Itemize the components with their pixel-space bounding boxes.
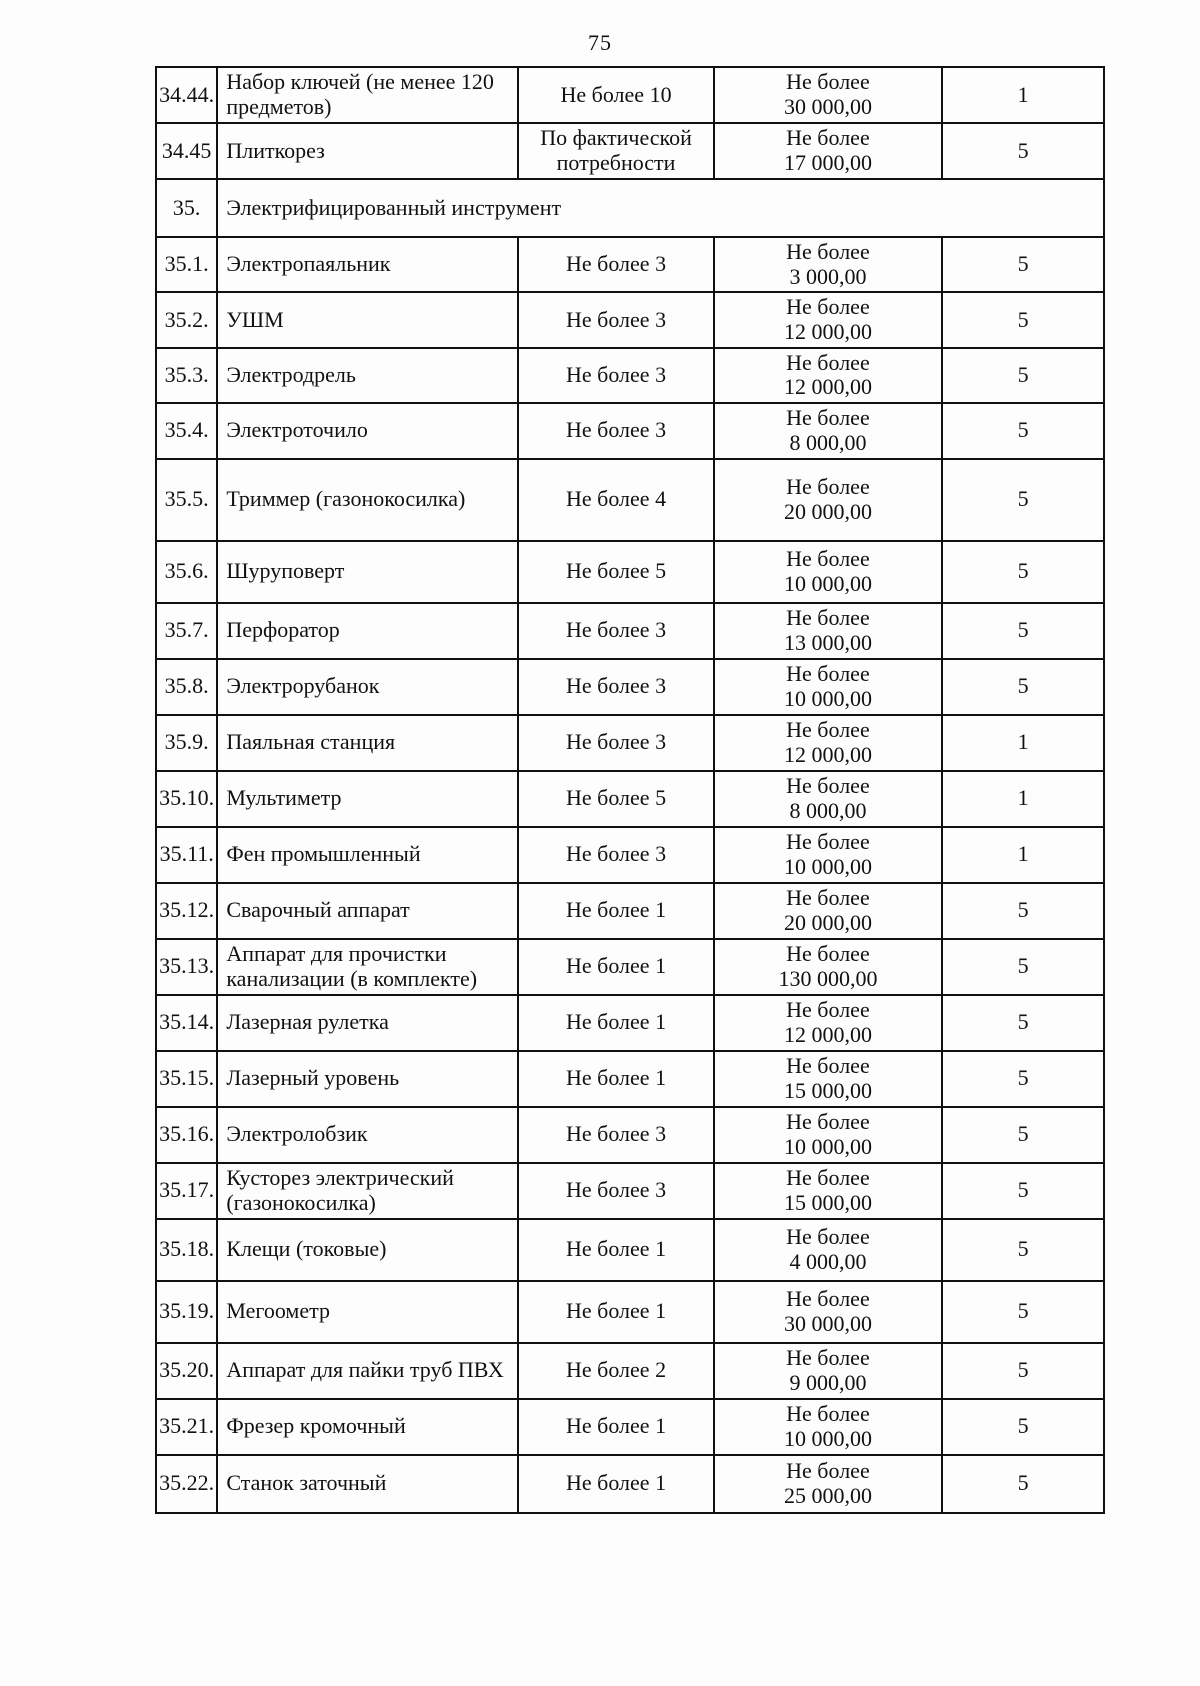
row-number: 35.13.: [156, 939, 217, 995]
item-name: Электролобзик: [217, 1107, 518, 1163]
table-row: [156, 1281, 1104, 1343]
table-row: [156, 659, 1104, 715]
item-quantity: Не более 1: [518, 1455, 713, 1513]
item-term: 5: [942, 403, 1104, 459]
item-quantity: Не более 3: [518, 827, 713, 883]
row-number: 35.22.: [156, 1455, 217, 1513]
item-price: [714, 1163, 943, 1219]
item-quantity: Не более 3: [518, 659, 713, 715]
price-value: 10 000,00: [783, 685, 872, 711]
price-value: 10 000,00: [783, 570, 872, 596]
price-value: 13 000,00: [783, 629, 872, 655]
price-value: 15 000,00: [783, 1077, 872, 1103]
price-value: 8 000,00: [789, 429, 867, 455]
row-number: 35.3.: [156, 348, 217, 403]
table-row: [156, 348, 1104, 403]
item-price: [714, 1107, 943, 1163]
price-prefix: Не более: [786, 941, 870, 967]
section-row: [156, 179, 1104, 237]
row-number: 35.14.: [156, 995, 217, 1051]
price-prefix: Не более: [786, 294, 870, 320]
item-price: [714, 67, 943, 123]
row-number: 35.8.: [156, 659, 217, 715]
price-prefix: Не более: [786, 1109, 870, 1135]
row-number: 35.19.: [156, 1281, 217, 1343]
item-price: [714, 1399, 943, 1455]
item-quantity: Не более 5: [518, 541, 713, 603]
table-row: [156, 403, 1104, 459]
item-quantity: Не более 1: [518, 939, 713, 995]
item-quantity: Не более 3: [518, 715, 713, 771]
row-number: 35.7.: [156, 603, 217, 659]
row-number: 35.1.: [156, 237, 217, 292]
item-name: Паяльная станция: [217, 715, 518, 771]
item-term: 5: [942, 883, 1104, 939]
table-row: [156, 1455, 1104, 1513]
item-term: 5: [942, 995, 1104, 1051]
item-price: [714, 771, 943, 827]
table-row: [156, 292, 1104, 347]
item-term: 5: [942, 1281, 1104, 1343]
item-quantity: Не более 1: [518, 883, 713, 939]
row-number: 35.6.: [156, 541, 217, 603]
price-value: 12 000,00: [783, 318, 872, 344]
item-price: [714, 883, 943, 939]
item-name: Набор ключей (не менее 120 предметов): [217, 67, 518, 123]
price-value: 20 000,00: [783, 909, 872, 935]
page-number: 75: [588, 30, 612, 55]
item-term: 5: [942, 123, 1104, 179]
item-quantity: Не более 3: [518, 292, 713, 347]
item-term: 5: [942, 292, 1104, 347]
price-value: 12 000,00: [783, 1021, 872, 1047]
row-number: 34.45: [156, 123, 217, 179]
item-name: Перфоратор: [217, 603, 518, 659]
item-quantity: Не более 5: [518, 771, 713, 827]
item-quantity: Не более 4: [518, 459, 713, 541]
price-value: 10 000,00: [783, 1425, 872, 1451]
item-price: [714, 403, 943, 459]
item-quantity: Не более 3: [518, 348, 713, 403]
table-row: [156, 771, 1104, 827]
item-quantity: Не более 3: [518, 403, 713, 459]
item-quantity: По фактической потребности: [518, 123, 713, 179]
item-term: 5: [942, 459, 1104, 541]
item-name: Аппарат для пайки труб ПВХ: [217, 1343, 518, 1399]
item-name: Лазерная рулетка: [217, 995, 518, 1051]
item-name: Лазерный уровень: [217, 1051, 518, 1107]
item-price: [714, 237, 943, 292]
price-value: 25 000,00: [783, 1482, 872, 1508]
price-value: 30 000,00: [783, 1310, 872, 1336]
item-term: 5: [942, 237, 1104, 292]
table-row: [156, 1163, 1104, 1219]
price-prefix: Не более: [786, 69, 870, 95]
item-term: 5: [942, 1343, 1104, 1399]
table-row: [156, 459, 1104, 541]
table-row: [156, 237, 1104, 292]
item-price: [714, 459, 943, 541]
item-name: Мультиметр: [217, 771, 518, 827]
price-value: 15 000,00: [783, 1189, 872, 1215]
item-name: Электроточило: [217, 403, 518, 459]
row-number: 35.2.: [156, 292, 217, 347]
item-name: Электрорубанок: [217, 659, 518, 715]
price-prefix: Не более: [786, 997, 870, 1023]
item-quantity: Не более 1: [518, 1219, 713, 1281]
item-price: [714, 123, 943, 179]
price-prefix: Не более: [786, 349, 870, 375]
price-value: 9 000,00: [789, 1369, 867, 1395]
table-row: [156, 715, 1104, 771]
item-price: [714, 659, 943, 715]
item-term: 1: [942, 67, 1104, 123]
item-term: 5: [942, 541, 1104, 603]
price-prefix: Не более: [786, 829, 870, 855]
item-quantity: Не более 1: [518, 1281, 713, 1343]
price-value: 4 000,00: [789, 1248, 867, 1274]
price-prefix: Не более: [786, 1401, 870, 1427]
item-term: 5: [942, 659, 1104, 715]
item-name: Клещи (токовые): [217, 1219, 518, 1281]
price-prefix: Не более: [786, 1224, 870, 1250]
item-price: [714, 827, 943, 883]
item-name: Сварочный аппарат: [217, 883, 518, 939]
item-name: Мегоометр: [217, 1281, 518, 1343]
price-value: 30 000,00: [783, 94, 872, 119]
item-term: 5: [942, 1219, 1104, 1281]
price-value: 12 000,00: [783, 374, 872, 400]
price-value: 20 000,00: [783, 498, 872, 524]
item-quantity: Не более 10: [518, 67, 713, 123]
item-price: [714, 541, 943, 603]
price-prefix: Не более: [786, 125, 870, 151]
price-prefix: Не более: [786, 239, 870, 264]
item-name: Электропаяльник: [217, 237, 518, 292]
row-number: 35.20.: [156, 1343, 217, 1399]
price-value: 130 000,00: [778, 965, 878, 991]
price-prefix: Не более: [786, 1053, 870, 1079]
item-price: [714, 1051, 943, 1107]
item-quantity: Не более 1: [518, 1051, 713, 1107]
item-quantity: Не более 1: [518, 995, 713, 1051]
row-number: 35.15.: [156, 1051, 217, 1107]
item-term: 5: [942, 939, 1104, 995]
price-prefix: Не более: [786, 661, 870, 687]
row-number: 35.16.: [156, 1107, 217, 1163]
item-term: 5: [942, 1455, 1104, 1513]
item-term: 1: [942, 715, 1104, 771]
item-price: [714, 1281, 943, 1343]
table-row: [156, 1343, 1104, 1399]
item-term: 5: [942, 1107, 1104, 1163]
price-prefix: Не более: [786, 474, 870, 500]
price-prefix: Не более: [786, 1345, 870, 1371]
price-value: 3 000,00: [789, 263, 867, 289]
table-row: [156, 1399, 1104, 1455]
item-quantity: Не более 3: [518, 237, 713, 292]
equipment-norms-table: [155, 66, 1105, 1514]
row-number: 35.12.: [156, 883, 217, 939]
row-number: 35.21.: [156, 1399, 217, 1455]
item-term: 5: [942, 603, 1104, 659]
item-price: [714, 292, 943, 347]
item-quantity: Не более 3: [518, 1107, 713, 1163]
item-quantity: Не более 1: [518, 1399, 713, 1455]
item-quantity: Не более 3: [518, 603, 713, 659]
table-row: [156, 603, 1104, 659]
item-price: [714, 715, 943, 771]
section-title: Электрифицированный инструмент: [217, 179, 1104, 237]
row-number: 35.11.: [156, 827, 217, 883]
row-number: 35.18.: [156, 1219, 217, 1281]
price-value: 10 000,00: [783, 1133, 872, 1159]
item-name: Фен промышленный: [217, 827, 518, 883]
item-name: Триммер (газонокосилка): [217, 459, 518, 541]
table-row: [156, 541, 1104, 603]
price-prefix: Не более: [786, 605, 870, 631]
item-term: 1: [942, 771, 1104, 827]
table-row: [156, 827, 1104, 883]
item-term: 5: [942, 1399, 1104, 1455]
table-row: [156, 1219, 1104, 1281]
table-row: [156, 939, 1104, 995]
price-value: 10 000,00: [783, 853, 872, 879]
item-price: [714, 1343, 943, 1399]
price-prefix: Не более: [786, 885, 870, 911]
item-price: [714, 348, 943, 403]
table-row: [156, 1107, 1104, 1163]
item-name: Аппарат для прочистки канализации (в комплекте): [217, 939, 518, 995]
item-name: Шуруповерт: [217, 541, 518, 603]
item-name: Кусторез электрический (газонокосилка): [217, 1163, 518, 1219]
price-value: 12 000,00: [783, 741, 872, 767]
row-number: 35.5.: [156, 459, 217, 541]
item-price: [714, 1455, 943, 1513]
table-row: [156, 67, 1104, 123]
price-value: 17 000,00: [783, 150, 872, 175]
table-row: [156, 1051, 1104, 1107]
item-term: 5: [942, 348, 1104, 403]
item-name: Фрезер кромочный: [217, 1399, 518, 1455]
item-name: Электродрель: [217, 348, 518, 403]
item-quantity: Не более 3: [518, 1163, 713, 1219]
item-term: 5: [942, 1163, 1104, 1219]
price-value: 8 000,00: [789, 797, 867, 823]
item-name: Плиткорез: [217, 123, 518, 179]
item-name: УШМ: [217, 292, 518, 347]
price-prefix: Не более: [786, 1458, 870, 1484]
price-prefix: Не более: [786, 1165, 870, 1191]
price-prefix: Не более: [786, 717, 870, 743]
row-number: 35.4.: [156, 403, 217, 459]
price-prefix: Не более: [786, 773, 870, 799]
item-price: [714, 603, 943, 659]
price-prefix: Не более: [786, 1286, 870, 1312]
item-term: 5: [942, 1051, 1104, 1107]
item-term: 1: [942, 827, 1104, 883]
row-number: 35.9.: [156, 715, 217, 771]
item-name: Станок заточный: [217, 1455, 518, 1513]
row-number: 34.44.: [156, 67, 217, 123]
row-number: 35.17.: [156, 1163, 217, 1219]
item-price: [714, 1219, 943, 1281]
table-row: [156, 883, 1104, 939]
item-price: [714, 995, 943, 1051]
price-prefix: Не более: [786, 546, 870, 572]
table-row: [156, 995, 1104, 1051]
price-prefix: Не более: [786, 405, 870, 431]
table-row: [156, 123, 1104, 179]
item-quantity: Не более 2: [518, 1343, 713, 1399]
section-number: 35.: [156, 179, 217, 237]
row-number: 35.10.: [156, 771, 217, 827]
item-price: [714, 939, 943, 995]
